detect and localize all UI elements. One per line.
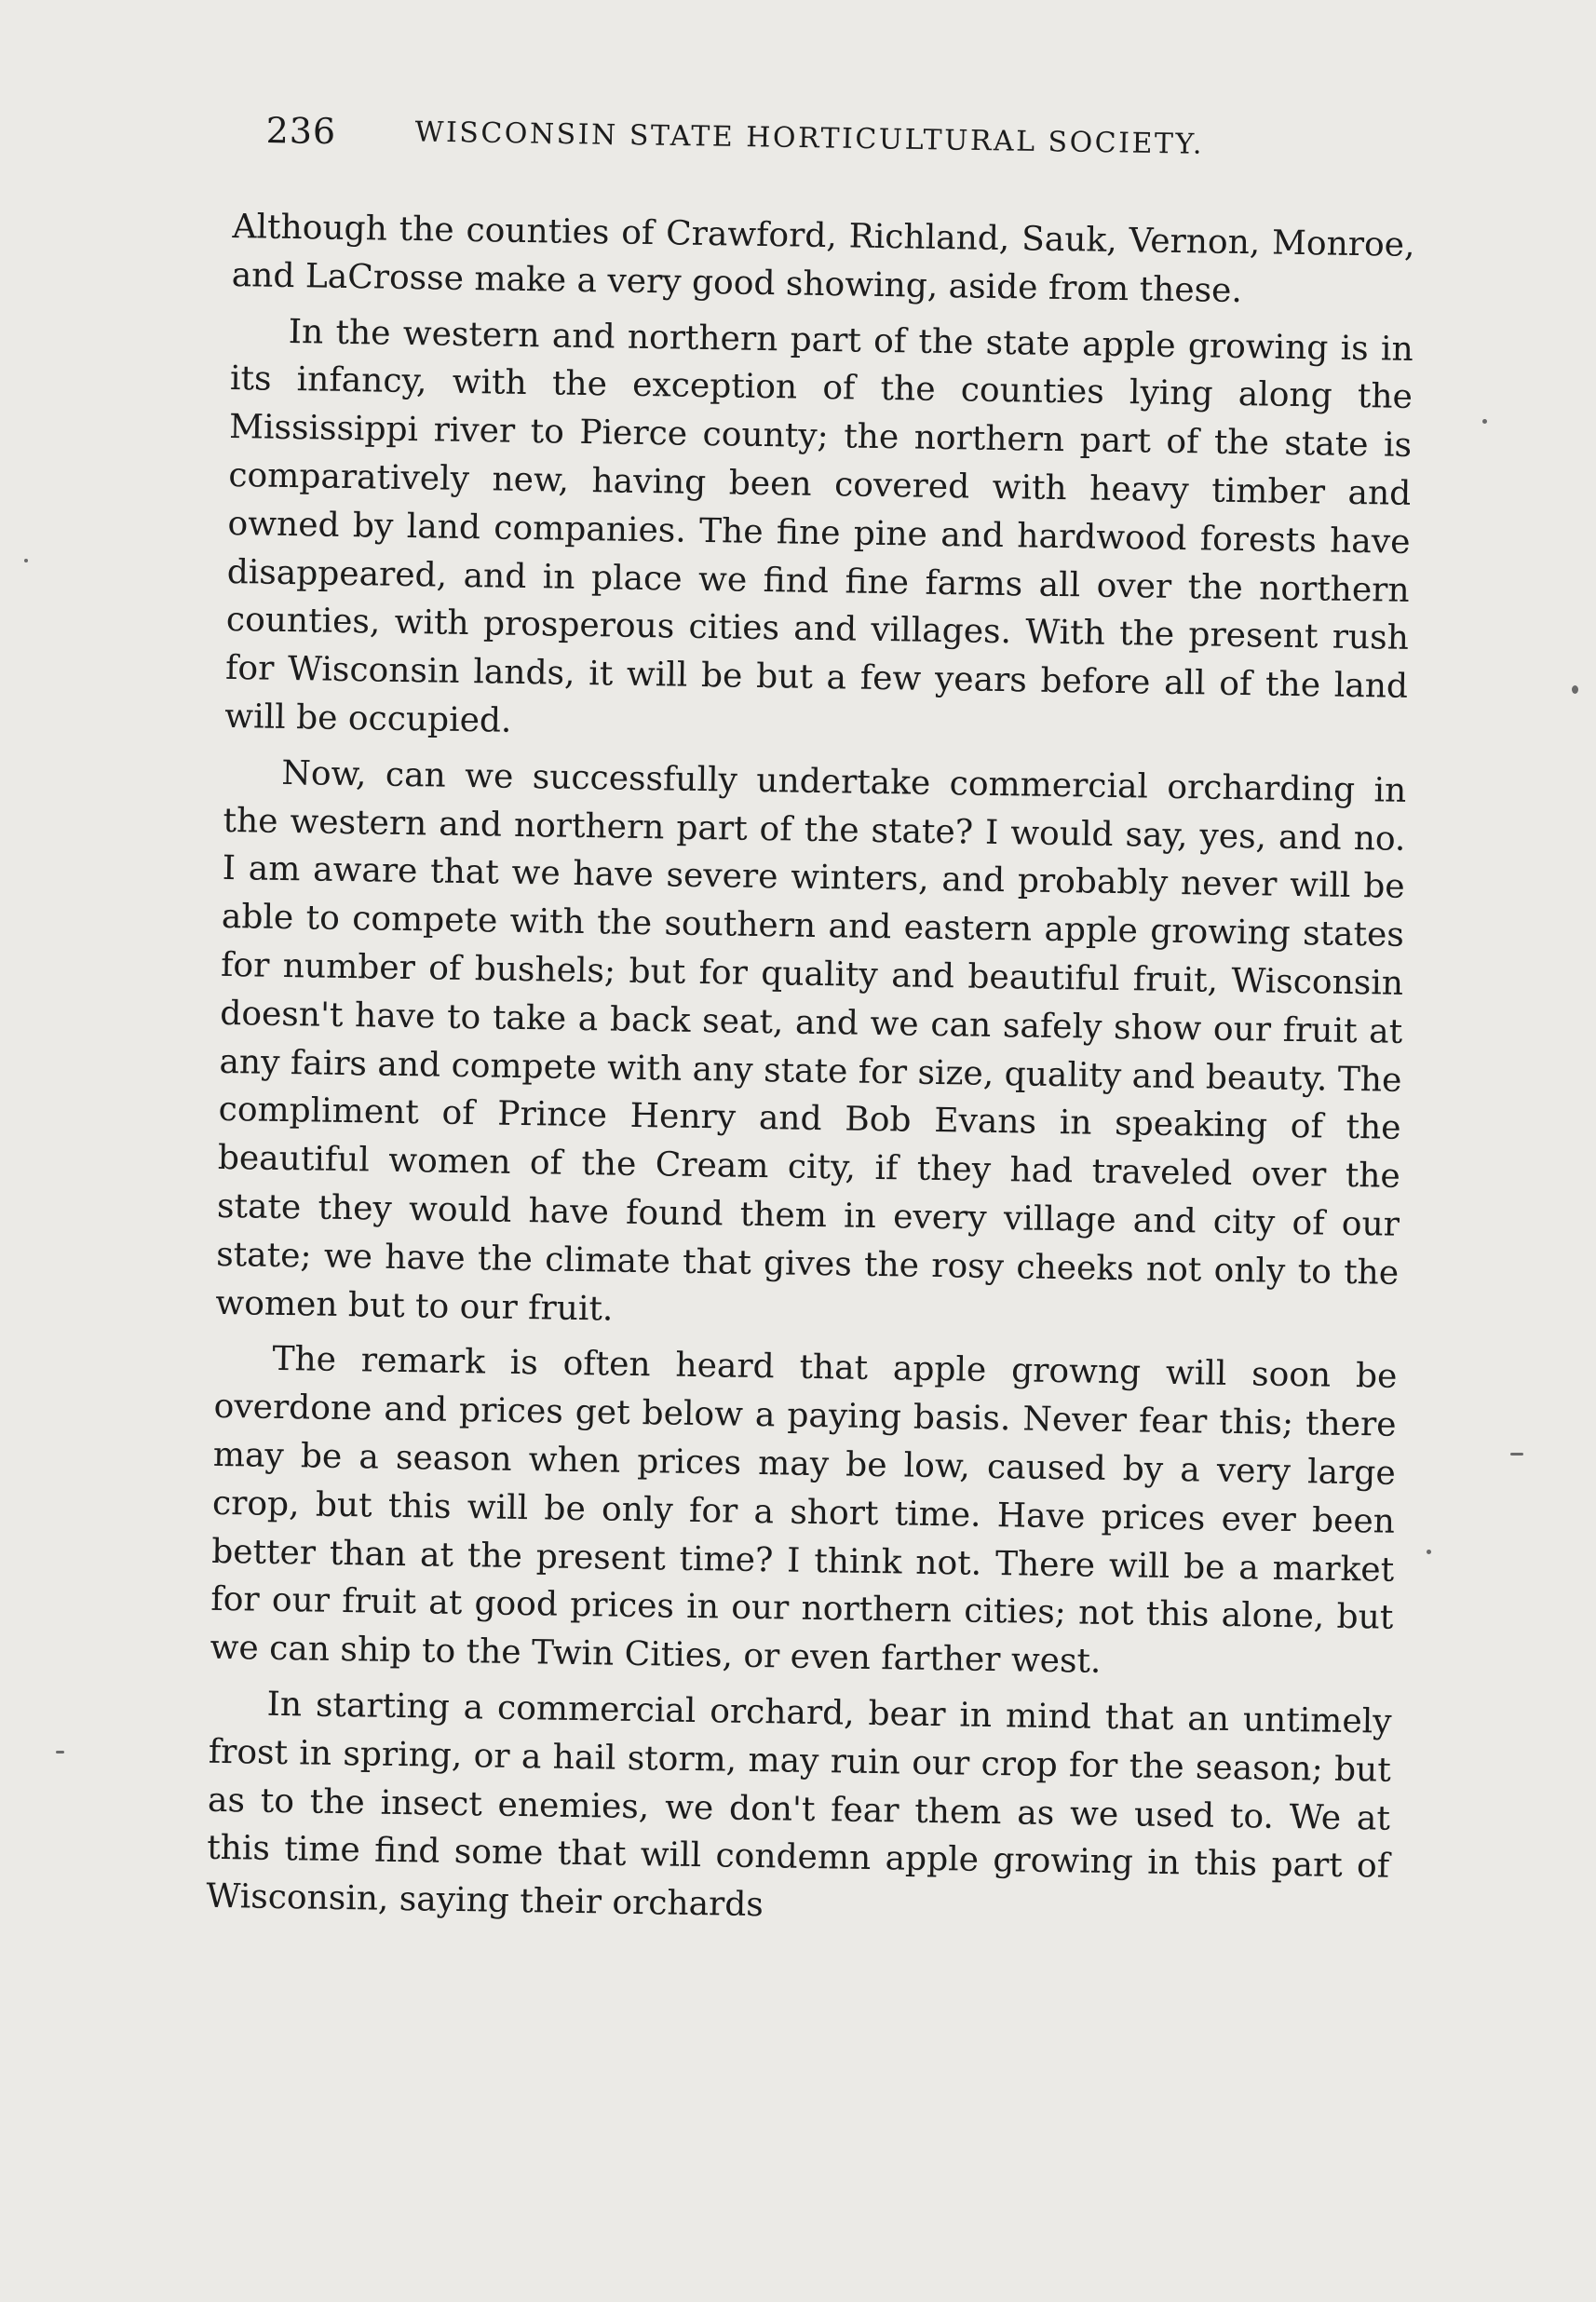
body-text (206, 203, 1415, 1940)
paragraph-2: In the western and northern part of the state apple growing is in its infancy, with the exception of the counties lying along the Mississippi river to Pierce county; the northern part of the state is comparatively new, having been covered with heavy timber and owned by land companies. The fine pine and hardwood forests have disappeared, and in place we find fine farms all over the northern counties, with prosperous cities and villages. With the present rush for Wisconsin lands, it will be but a few years before all of the land will be occupied. (224, 312, 1414, 740)
paragraph-1: Although the counties of Crawford, Richland, Sauk, Vernon, Monroe, and LaCrosse make a very good showing, aside from these. (231, 207, 1415, 310)
page-header (265, 110, 1291, 182)
paragraph-3: Now, can we successfully undertake commercial orcharding in the western and northern part of the state? I would say, yes, and no. I am aware that we have severe winters, and probably never will be able to compete with the southern and eastern apple growing states for number of bushels; but for quality and beautiful fruit, Wisconsin doesn't have to take a back seat, and we can safely show our fruit at any fairs and compete with any state for size, quality and beauty. The compliment of Prince Henry and Bob Evans in speaking of the beautiful women of the Cream city, if they had traveled over the state they would have found them in every village and city of our state; we have the climate that gives the rosy cheeks not only to the women but to our fruit. (215, 753, 1407, 1329)
page-number: 236 (265, 110, 337, 153)
paragraph-4: The remark is often heard that apple growng will soon be overdone and prices get below a paying basis. Never fear this; there may be a season when prices may be low, caused by a very large crop, but this will be only for a short time. Have prices ever been better than at the present time? I think not. There will be a market for our fruit at good prices in our northern cities; not this alone, but we can ship to the Twin Cities, or even farther west. (210, 1340, 1398, 1681)
scan-speck (24, 559, 28, 562)
scan-speck (1572, 685, 1578, 694)
scan-speck (1510, 1453, 1523, 1456)
scan-speck (56, 1751, 64, 1754)
scan-speck (1482, 419, 1487, 424)
running-title: WISCONSIN STATE HORTICULTURAL SOCIETY. (414, 115, 1205, 161)
scan-speck (1427, 1550, 1431, 1554)
paragraph-5: In starting a commercial orchard, bear in mind that an untimely frost in spring, or a hail storm, may ruin our crop for the season; but as to the insect enemies, we don't fear them as we used to. We at this time find some that will condemn apple growing in this part of Wisconsin, saying their orchards (206, 1685, 1392, 1925)
